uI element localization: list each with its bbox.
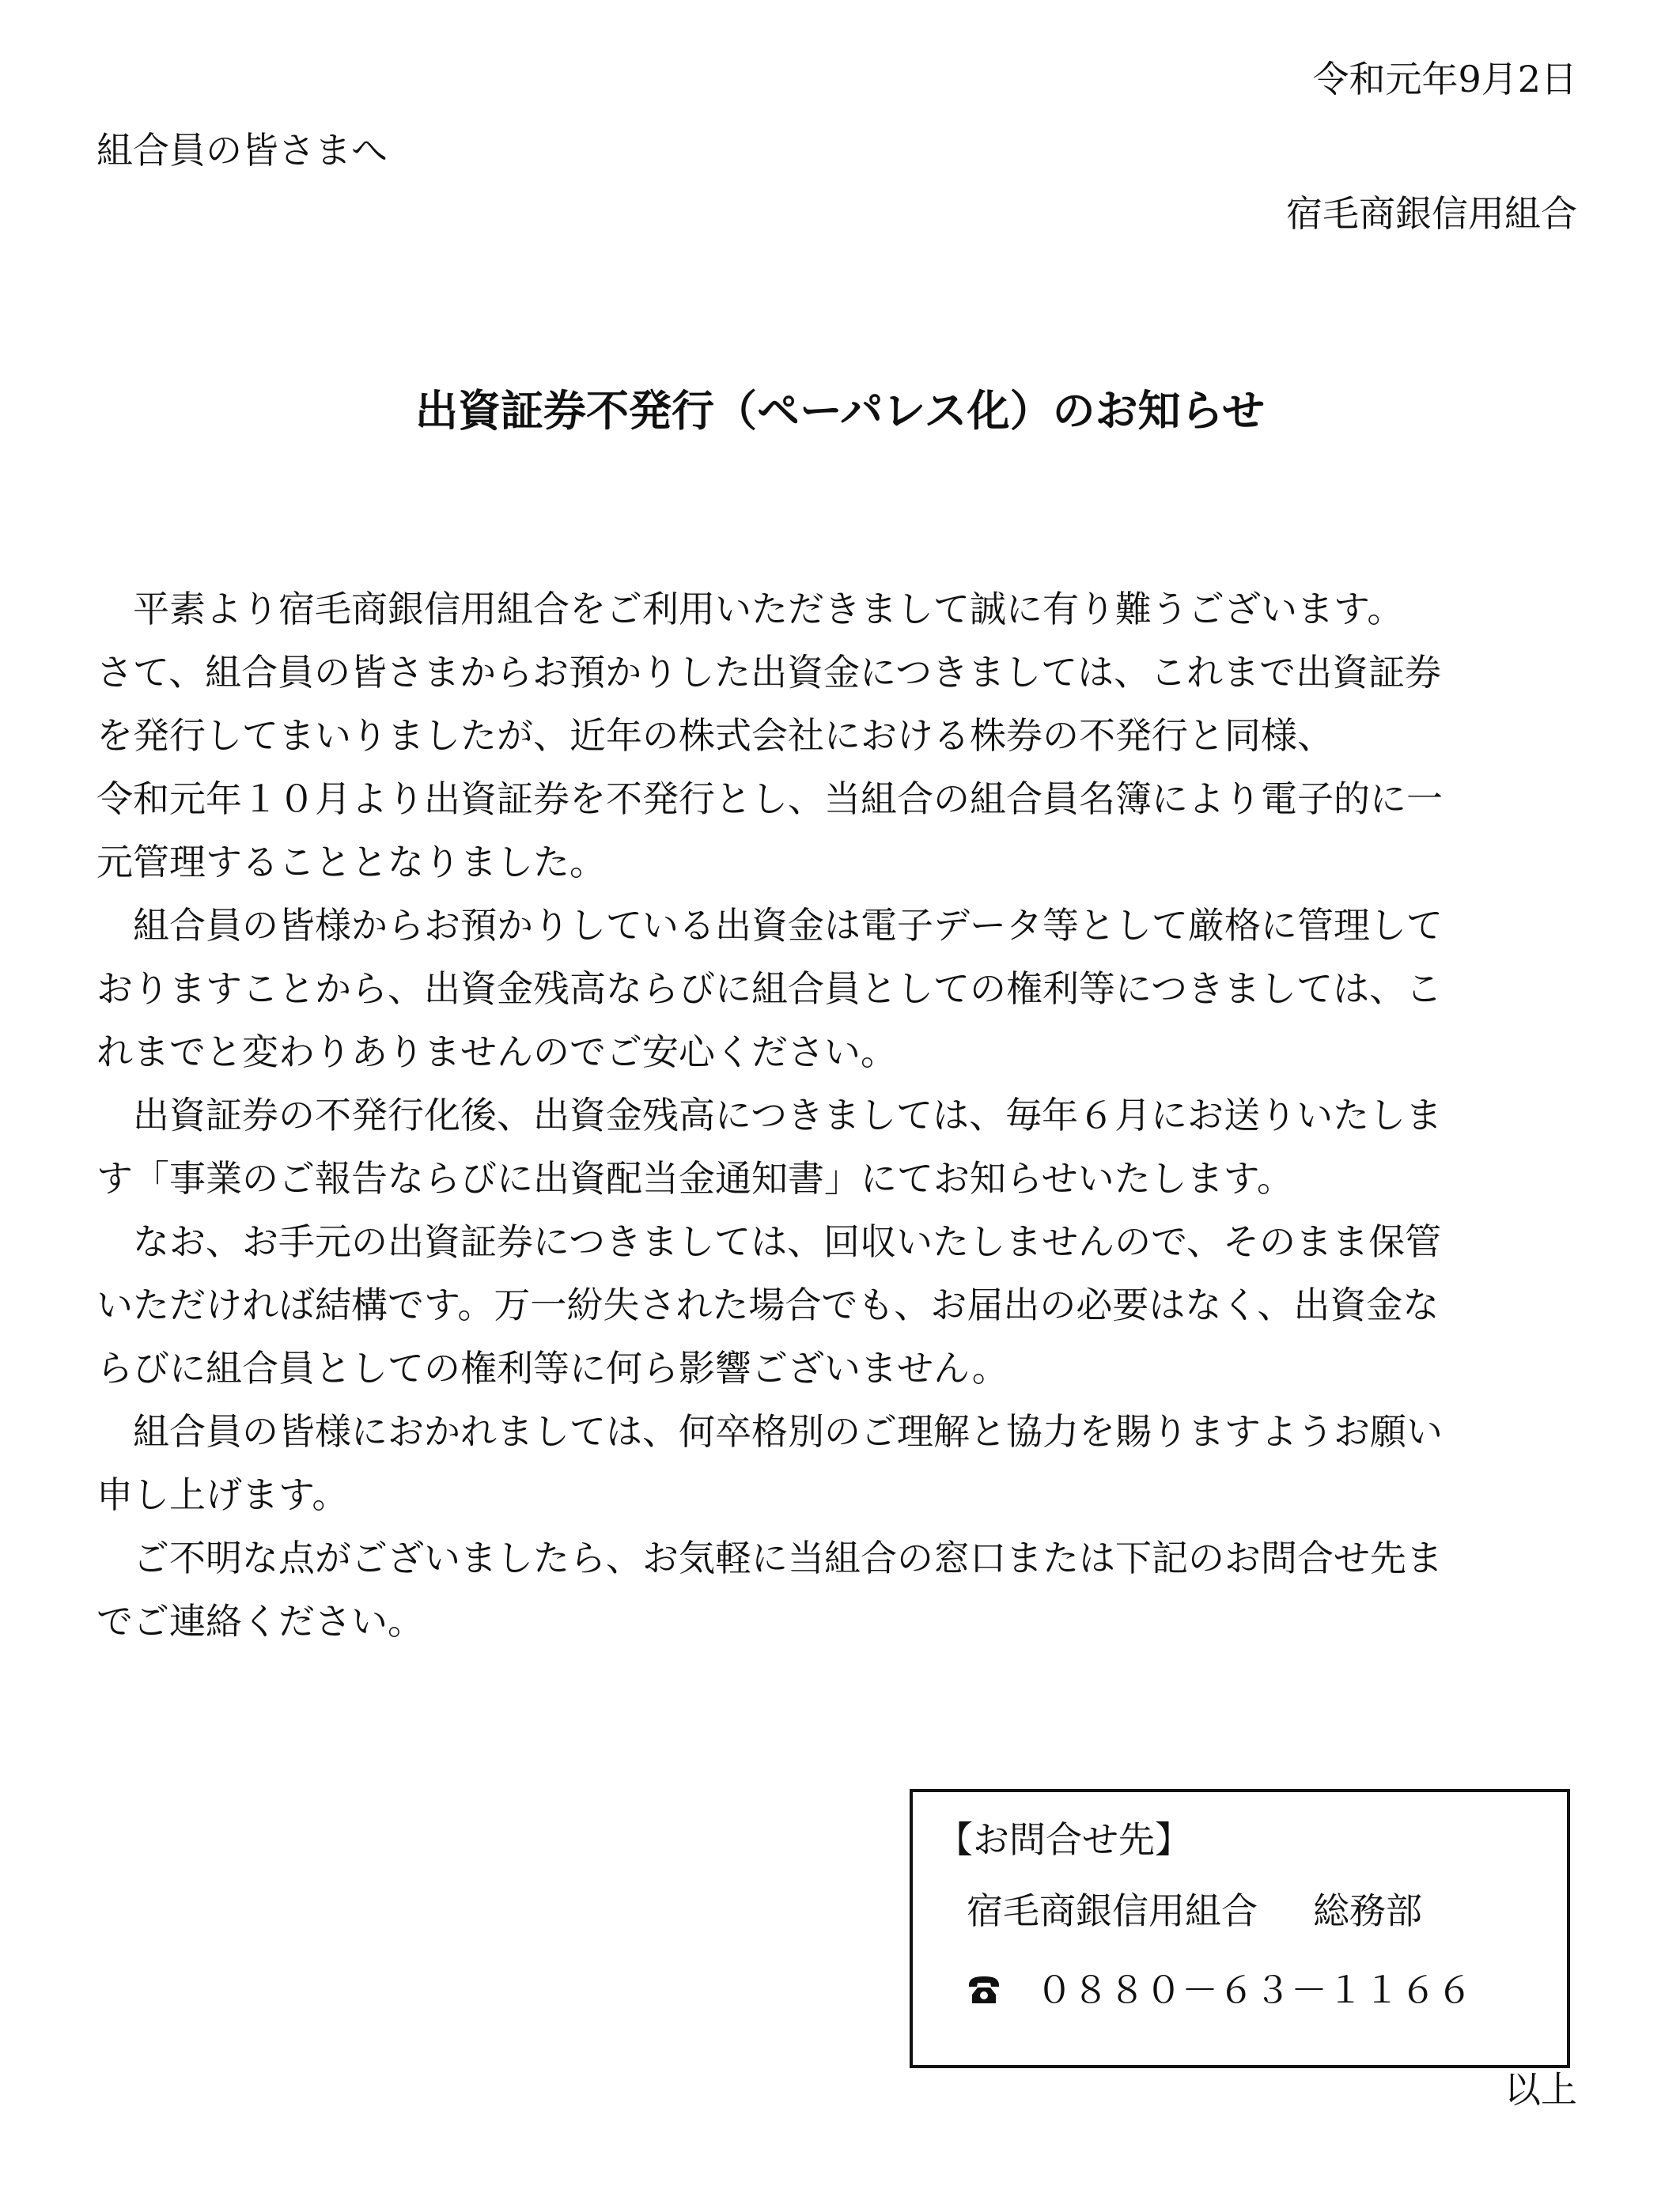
body-line: いただければ結構です。万一紛失された場合でも、お届出の必要はなく、出資金な — [96, 1284, 1440, 1326]
body-line: 元管理することとなりました。 — [96, 841, 606, 883]
body-line: 申し上げます。 — [96, 1473, 349, 1516]
body-line: なお、お手元の出資証券につきましては、回収いたしませんので、そのまま保管 — [96, 1220, 1442, 1263]
body-line: 令和元年１０月より出資証券を不発行とし、当組合の組合員名簿により電子的に一 — [96, 777, 1443, 820]
contact-organization-line — [967, 1887, 1422, 1934]
body-line: おりますことから、出資金残高ならびに組合員としての権利等につきましては、こ — [96, 967, 1443, 1010]
notice-body — [96, 577, 1584, 1653]
document-date: 令和元年9月2日 — [1312, 58, 1577, 100]
body-line: でご連絡ください。 — [96, 1600, 424, 1643]
telephone-icon — [967, 1969, 1001, 2017]
contact-heading: 【お問合せ先】 — [936, 1818, 1191, 1861]
sender-name: 宿毛商銀信用組合 — [1286, 192, 1577, 235]
contact-organization: 宿毛商銀信用組合 — [967, 1889, 1258, 1932]
body-line: 平素より宿毛商銀信用組合をご利用いただきまして誠に有り難うございます。 — [96, 588, 1404, 630]
body-line: 組合員の皆様におかれましては、何卒格別のご理解と協力を賜りますようお願い — [96, 1410, 1443, 1453]
body-line: 出資証券の不発行化後、出資金残高につきましては、毎年６月にお送りいたしま — [96, 1094, 1443, 1136]
body-line: す「事業のご報告ならびに出資配当金通知書」にてお知らせいたします。 — [96, 1157, 1293, 1200]
contact-phone-line — [967, 1966, 1473, 2017]
closing-mark: 以上 — [1504, 2068, 1577, 2111]
body-line: らびに組合員としての権利等に何ら影響ございません。 — [96, 1347, 1008, 1390]
body-line: れまでと変わりありませんのでご安心ください。 — [96, 1031, 897, 1073]
contact-phone-number: ０８８０－６３－１１６６ — [1036, 1969, 1473, 2011]
body-line: 組合員の皆様からお預かりしている出資金は電子データ等として厳格に管理して — [96, 904, 1443, 947]
body-line: ご不明な点がございましたら、お気軽に当組合の窓口または下記のお問合せ先ま — [96, 1537, 1443, 1579]
contact-department: 総務部 — [1313, 1889, 1422, 1932]
body-line: さて、組合員の皆さまからお預かりした出資金につきましては、これまで出資証券 — [96, 651, 1442, 694]
body-line: を発行してまいりましたが、近年の株式会社における株券の不発行と同様、 — [96, 714, 1334, 757]
recipient-line: 組合員の皆さまへ — [96, 129, 388, 172]
contact-box — [910, 1789, 1570, 2068]
document-title: 出資証券不発行（ペーパレス化）のお知らせ — [414, 385, 1266, 436]
